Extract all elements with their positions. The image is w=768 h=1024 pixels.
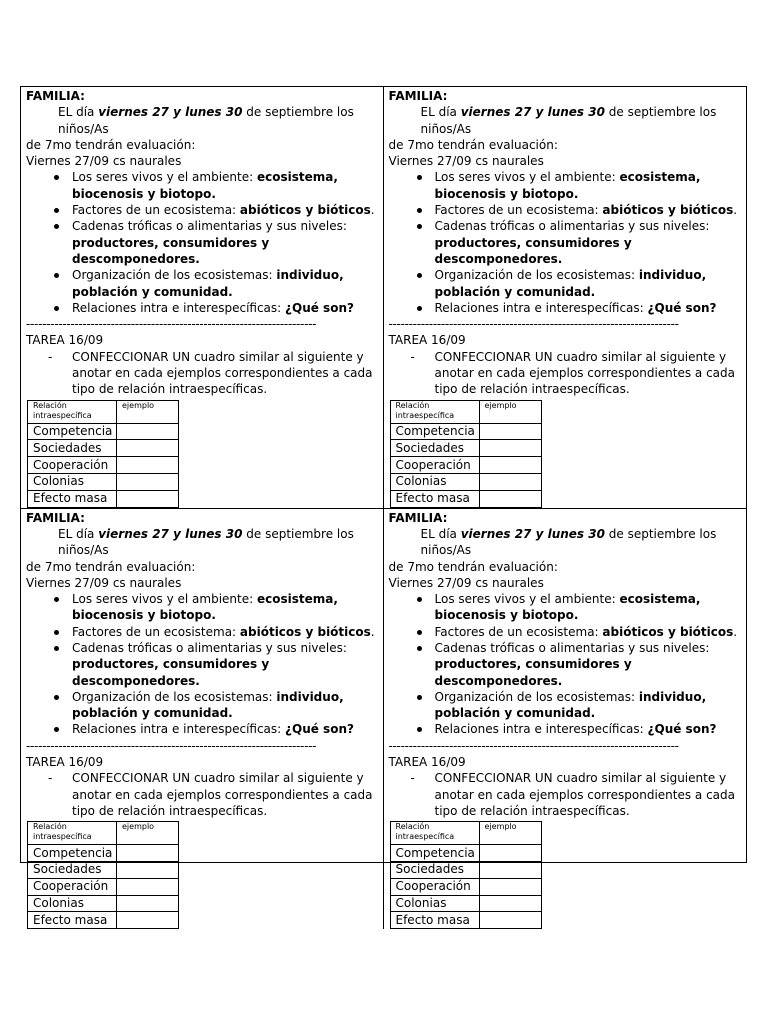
relations-table	[27, 400, 179, 508]
topic-item	[72, 624, 379, 640]
intro-text-end: de septiembre los niños/As	[58, 105, 354, 136]
task-title: TAREA 16/09	[388, 755, 466, 770]
header-relation: Relación intraespecífica	[28, 822, 117, 845]
card-title: FAMILIA:	[26, 510, 85, 525]
intro-text: EL día	[420, 105, 461, 120]
relation-type-cell: Cooperación	[28, 457, 117, 474]
intro-paragraph	[389, 104, 743, 153]
example-cell	[479, 440, 541, 457]
topic-list	[389, 169, 743, 316]
table-row	[28, 878, 179, 895]
topic-keywords: ecosistema, biocenosis y biotopo.	[72, 170, 338, 201]
relation-type-cell: Colonias	[28, 895, 117, 912]
topic-item	[435, 591, 743, 624]
topic-list	[26, 591, 379, 738]
intro-dates: viernes 27 y lunes 30	[460, 105, 605, 120]
relation-type-cell: Competencia	[28, 845, 117, 862]
card-title: FAMILIA:	[388, 510, 448, 525]
task-item	[389, 770, 743, 819]
relation-type-cell: Colonias	[28, 474, 117, 491]
intro-text-end: de septiembre los niños/As	[58, 526, 354, 558]
relation-type-cell: Cooperación	[390, 878, 479, 895]
topic-keywords: abióticos y bióticos	[239, 203, 371, 218]
task-title: TAREA 16/09	[26, 755, 104, 770]
table-row	[390, 490, 541, 507]
topic-text: Relaciones intra e interespecíficas:	[72, 722, 286, 737]
topic-tail: .	[370, 203, 375, 218]
intro-paragraph	[26, 104, 379, 153]
relation-type-cell: Competencia	[390, 423, 479, 440]
intro-dates: viernes 27 y lunes 30	[98, 526, 243, 541]
example-cell	[117, 878, 179, 895]
table-row	[28, 912, 179, 929]
task-item	[389, 349, 743, 398]
relation-type-cell: Cooperación	[390, 457, 479, 474]
intro-line-2: de 7mo tendrán evaluación:	[388, 559, 558, 574]
table-header-row	[28, 400, 179, 423]
topic-item	[72, 591, 379, 624]
example-cell	[117, 490, 179, 507]
header-relation: Relación intraespecífica	[28, 400, 117, 423]
task-text: CONFECCIONAR UN cuadro similar al siguiente y anotar en cada ejemplos correspondientes a cada tipo de relación intraespecíficas.	[72, 349, 373, 397]
table-row	[390, 845, 541, 862]
header-example: ejemplo	[117, 400, 179, 423]
table-row	[390, 457, 541, 474]
table-row	[28, 895, 179, 912]
card-title: FAMILIA:	[26, 89, 85, 103]
table-header-row	[28, 822, 179, 845]
table-row	[390, 912, 541, 929]
notice-grid	[20, 86, 747, 927]
table-row	[28, 423, 179, 440]
example-cell	[479, 878, 541, 895]
topic-keywords: productores, consumidores y descomponedores.	[72, 657, 270, 688]
relation-type-cell: Sociedades	[28, 862, 117, 879]
topic-keywords: ecosistema, biocenosis y biotopo.	[434, 592, 701, 623]
table-row	[28, 862, 179, 879]
topic-item	[72, 267, 379, 300]
topic-keywords: ¿Qué son?	[285, 722, 354, 737]
subject-line: Viernes 27/09 cs naurales	[388, 154, 544, 169]
topic-text: Factores de un ecosistema:	[72, 203, 240, 218]
example-cell	[479, 895, 541, 912]
example-cell	[479, 490, 541, 507]
relation-type-cell: Cooperación	[28, 878, 117, 895]
topic-keywords: ecosistema, biocenosis y biotopo.	[72, 592, 338, 623]
topic-item	[72, 202, 379, 218]
topic-text: Factores de un ecosistema:	[72, 624, 240, 639]
topic-keywords: individuo, población y comunidad.	[72, 689, 344, 721]
topic-text: Cadenas tróficas o alimentarias y sus niveles:	[434, 641, 710, 655]
topic-item	[435, 169, 743, 202]
table-row	[28, 845, 179, 862]
task-text: CONFECCIONAR UN cuadro similar al siguiente y anotar en cada ejemplos correspondientes a cada tipo de relación intraespecíficas.	[434, 771, 736, 818]
task-dash: -	[48, 349, 53, 364]
relation-type-cell: Efecto masa	[390, 490, 479, 507]
example-cell	[479, 474, 541, 491]
task-item	[26, 770, 379, 819]
separator-line: ------------------------------------------------------------------------	[388, 738, 679, 753]
topic-tail: .	[370, 624, 375, 639]
notice-card	[21, 87, 384, 509]
table-row	[390, 895, 541, 912]
task-dash: -	[410, 349, 415, 364]
intro-text-end: de septiembre los niños/As	[420, 105, 717, 136]
task-text: CONFECCIONAR UN cuadro similar al siguiente y anotar en cada ejemplos correspondientes a cada tipo de relación intraespecíficas.	[72, 771, 373, 818]
topic-text: Cadenas tróficas o alimentarias y sus niveles:	[72, 219, 347, 234]
topic-keywords: productores, consumidores y descomponedores.	[434, 657, 632, 688]
subject-line: Viernes 27/09 cs naurales	[26, 154, 182, 169]
topic-text: Los seres vivos y el ambiente:	[72, 170, 257, 185]
topic-keywords: productores, consumidores y descomponedores.	[434, 235, 632, 266]
topic-text: Cadenas tróficas o alimentarias y sus niveles:	[434, 219, 710, 234]
header-example: ejemplo	[479, 822, 541, 845]
topic-text: Organización de los ecosistemas:	[434, 689, 639, 704]
topic-list	[389, 591, 743, 738]
table-header-row	[390, 400, 541, 423]
topic-keywords: productores, consumidores y descomponedores.	[72, 235, 270, 266]
relation-type-cell: Colonias	[390, 895, 479, 912]
task-dash: -	[48, 771, 53, 786]
topic-item	[72, 169, 379, 202]
intro-line-2: de 7mo tendrán evaluación:	[26, 137, 196, 152]
table-row	[390, 440, 541, 457]
header-relation: Relación intraespecífica	[390, 400, 479, 423]
topic-keywords: individuo, población y comunidad.	[72, 268, 344, 299]
topic-keywords: individuo, población y comunidad.	[434, 268, 707, 299]
separator-line: ------------------------------------------------------------------------	[388, 317, 679, 332]
example-cell	[117, 440, 179, 457]
subject-line: Viernes 27/09 cs naurales	[388, 575, 544, 590]
topic-keywords: ecosistema, biocenosis y biotopo.	[434, 170, 701, 201]
topic-text: Cadenas tróficas o alimentarias y sus niveles:	[72, 641, 347, 655]
topic-item	[435, 267, 743, 300]
topic-text: Relaciones intra e interespecíficas:	[434, 722, 648, 737]
topic-text: Factores de un ecosistema:	[434, 203, 603, 218]
topic-keywords: individuo, población y comunidad.	[434, 689, 707, 721]
table-row	[390, 878, 541, 895]
example-cell	[479, 423, 541, 440]
example-cell	[117, 845, 179, 862]
example-cell	[117, 895, 179, 912]
topic-tail: .	[733, 624, 738, 639]
relation-type-cell: Efecto masa	[390, 912, 479, 929]
topic-item	[72, 640, 379, 689]
topic-text: Organización de los ecosistemas:	[72, 268, 277, 283]
table-row	[390, 862, 541, 879]
topic-text: Organización de los ecosistemas:	[434, 268, 639, 283]
intro-paragraph	[389, 526, 743, 575]
topic-keywords: ¿Qué son?	[647, 300, 717, 315]
relation-type-cell: Colonias	[390, 474, 479, 491]
intro-paragraph	[26, 526, 379, 575]
relations-table	[390, 821, 542, 929]
topic-text: Los seres vivos y el ambiente:	[434, 170, 620, 185]
task-title: TAREA 16/09	[388, 333, 466, 348]
subject-line: Viernes 27/09 cs naurales	[26, 575, 182, 590]
example-cell	[117, 457, 179, 474]
example-cell	[117, 423, 179, 440]
example-cell	[117, 474, 179, 491]
example-cell	[479, 912, 541, 929]
intro-text: EL día	[58, 526, 99, 541]
topic-item	[435, 640, 743, 689]
example-cell	[479, 845, 541, 862]
intro-text: EL día	[420, 526, 461, 541]
separator-line: ------------------------------------------------------------------------	[26, 738, 317, 753]
table-row	[390, 423, 541, 440]
card-title: FAMILIA:	[388, 89, 448, 103]
topic-item	[435, 721, 743, 737]
topic-item	[72, 300, 379, 316]
example-cell	[117, 912, 179, 929]
example-cell	[479, 862, 541, 879]
table-row	[28, 440, 179, 457]
topic-keywords: abióticos y bióticos	[239, 624, 371, 639]
table-row	[28, 474, 179, 491]
relation-type-cell: Efecto masa	[28, 490, 117, 507]
relations-table	[27, 821, 179, 929]
intro-line-2: de 7mo tendrán evaluación:	[388, 137, 558, 152]
header-example: ejemplo	[117, 822, 179, 845]
separator-line: ------------------------------------------------------------------------	[26, 317, 317, 332]
relation-type-cell: Sociedades	[390, 440, 479, 457]
table-row	[28, 490, 179, 507]
header-example: ejemplo	[479, 400, 541, 423]
intro-line-2: de 7mo tendrán evaluación:	[26, 559, 196, 574]
intro-dates: viernes 27 y lunes 30	[98, 105, 243, 120]
task-dash: -	[410, 771, 415, 786]
topic-keywords: ¿Qué son?	[647, 722, 717, 737]
relation-type-cell: Competencia	[390, 845, 479, 862]
topic-item	[72, 721, 379, 737]
topic-text: Organización de los ecosistemas:	[72, 689, 277, 704]
topic-item	[435, 300, 743, 316]
table-header-row	[390, 822, 541, 845]
topic-keywords: abióticos y bióticos	[602, 203, 734, 218]
relation-type-cell: Sociedades	[28, 440, 117, 457]
topic-text: Los seres vivos y el ambiente:	[72, 592, 257, 607]
topic-item	[435, 689, 743, 722]
table-row	[390, 474, 541, 491]
task-title: TAREA 16/09	[26, 333, 104, 348]
topic-item	[72, 689, 379, 722]
topic-item	[435, 202, 743, 218]
task-text: CONFECCIONAR UN cuadro similar al siguiente y anotar en cada ejemplos correspondientes a cada tipo de relación intraespecíficas.	[434, 349, 736, 397]
example-cell	[117, 862, 179, 879]
notice-card	[384, 87, 747, 509]
task-item	[26, 349, 379, 398]
relation-type-cell: Competencia	[28, 423, 117, 440]
example-cell	[479, 457, 541, 474]
notice-card	[21, 509, 384, 930]
intro-dates: viernes 27 y lunes 30	[460, 526, 605, 541]
topic-keywords: ¿Qué son?	[285, 300, 354, 315]
topic-item	[435, 624, 743, 640]
intro-text: EL día	[58, 105, 99, 120]
topic-text: Relaciones intra e interespecíficas:	[72, 300, 286, 315]
topic-item	[435, 218, 743, 267]
notice-card	[384, 509, 747, 930]
topic-item	[72, 218, 379, 267]
relation-type-cell: Sociedades	[390, 862, 479, 879]
relations-table	[390, 400, 542, 508]
topic-text: Los seres vivos y el ambiente:	[434, 592, 620, 607]
topic-text: Relaciones intra e interespecíficas:	[434, 300, 648, 315]
topic-text: Factores de un ecosistema:	[434, 624, 603, 639]
table-row	[28, 457, 179, 474]
relation-type-cell: Efecto masa	[28, 912, 117, 929]
topic-tail: .	[733, 203, 738, 218]
topic-list	[26, 169, 379, 316]
header-relation: Relación intraespecífica	[390, 822, 479, 845]
topic-keywords: abióticos y bióticos	[602, 624, 734, 639]
intro-text-end: de septiembre los niños/As	[420, 526, 717, 558]
